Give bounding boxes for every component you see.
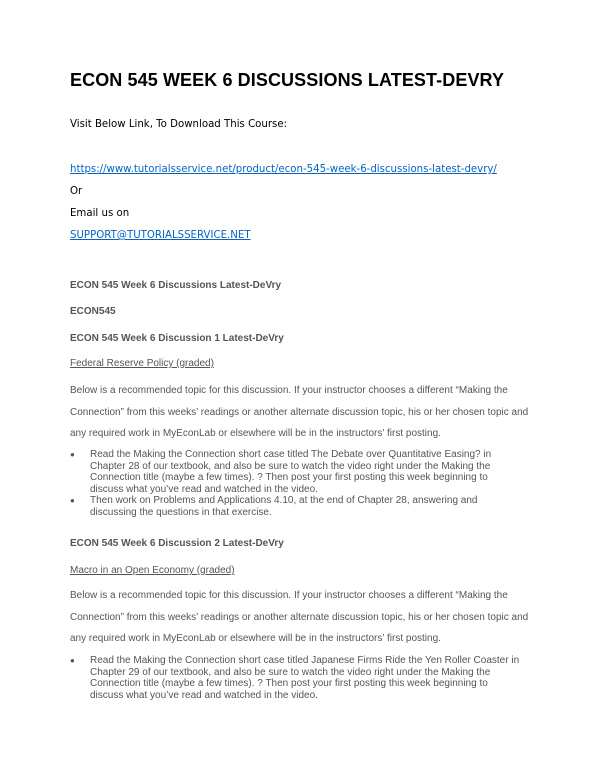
email-label: Email us on: [70, 208, 130, 219]
course-link[interactable]: https://www.tutorialsservice.net/product/econ-545-week-6-discussions-latest-devry/: [70, 164, 497, 175]
visit-text: Visit Below Link, To Download This Course:: [70, 119, 288, 130]
discussion1-heading: ECON 545 Week 6 Discussion 1 Latest-DeVry: [70, 333, 284, 344]
page-title: ECON 545 WEEK 6 DISCUSSIONS LATEST-DEVRY: [70, 70, 505, 90]
bullet-line: Connection title (maybe a few times). ? Then post your first posting this week beginning to: [90, 678, 488, 689]
bullet-dot-icon: ●: [70, 450, 75, 459]
bullet-line: discuss what you’ve read and watched in the video.: [90, 483, 318, 495]
intro-line: Below is a recommended topic for this discussion. If your instructor chooses a different “Making the: [70, 385, 508, 396]
discussion1-bullets: [70, 449, 540, 518]
intro-line: Below is a recommended topic for this discussion. If your instructor chooses a different “Making the: [70, 590, 508, 601]
bullet-dot-icon: ●: [70, 496, 75, 505]
bullet-line: discussing the questions in that exercise.: [90, 506, 272, 518]
list-item: [70, 449, 540, 495]
discussion2-bullets: [70, 655, 540, 701]
bullet-line: Then work on Problems and Applications 4.10, at the end of Chapter 28, answering and: [90, 495, 478, 506]
bullet-line: Connection title (maybe a few times). ? Then post your first posting this week beginning to: [90, 472, 488, 483]
discussion2-topic: Macro in an Open Economy (graded): [70, 565, 235, 576]
intro-line: any required work in MyEconLab or elsewhere will be in the instructors’ first posting.: [70, 633, 441, 644]
course-heading: ECON 545 Week 6 Discussions Latest-DeVry: [70, 280, 282, 291]
bullet-line: discuss what you’ve read and watched in the video.: [90, 689, 318, 701]
bullet-dot-icon: ●: [70, 656, 75, 665]
intro-line: Connection” from this weeks’ readings or another alternate discussion topic, his or her chosen topic and: [70, 406, 529, 418]
course-code: ECON545: [70, 306, 116, 317]
intro-line: any required work in MyEconLab or elsewhere will be in the instructors’ first posting.: [70, 428, 441, 439]
bullet-line: Read the Making the Connection short case titled The Debate over Quantitative Easing? in: [90, 449, 492, 460]
discussion1-intro: [70, 380, 540, 445]
bullet-line: Read the Making the Connection short case titled Japanese Firms Ride the Yen Roller Coaster in: [90, 655, 520, 666]
bullet-line: Chapter 28 of our textbook, and also be sure to watch the video right under the Making the: [90, 460, 491, 472]
or-text: Or: [70, 186, 83, 197]
discussion2-heading: ECON 545 Week 6 Discussion 2 Latest-DeVry: [70, 538, 284, 549]
list-item: [70, 655, 540, 701]
discussion2-intro: [70, 585, 540, 650]
intro-line: Connection” from this weeks’ readings or another alternate discussion topic, his or her chosen topic and: [70, 611, 529, 623]
email-link[interactable]: SUPPORT@TUTORIALSSERVICE.NET: [70, 230, 251, 241]
list-item: [70, 495, 540, 518]
bullet-line: Chapter 29 of our textbook, and also be sure to watch the video right under the Making the: [90, 666, 491, 678]
discussion1-topic: Federal Reserve Policy (graded): [70, 358, 214, 369]
